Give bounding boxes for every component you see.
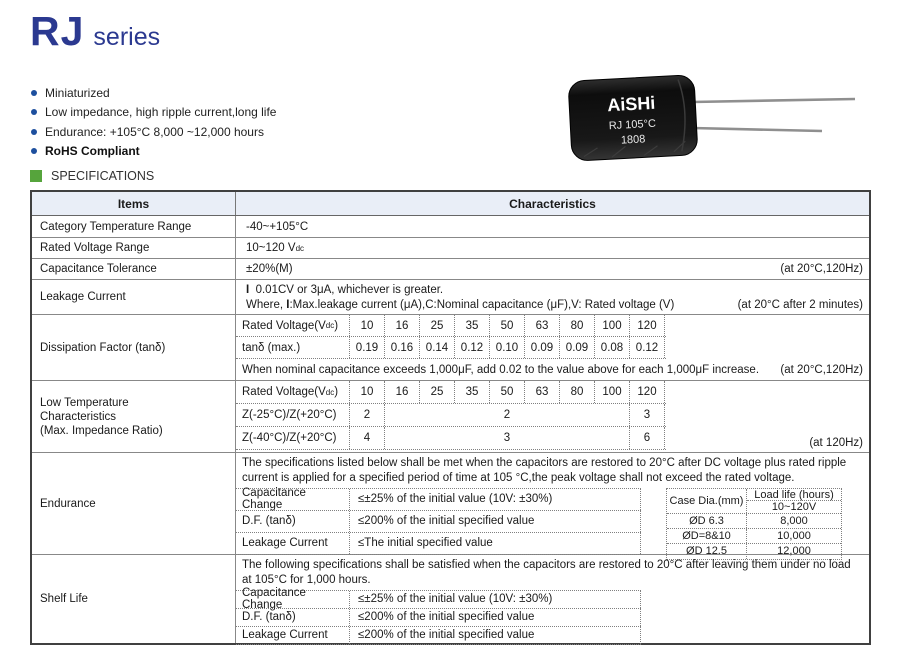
z25-value-16-100v: 2 bbox=[385, 404, 630, 426]
table-row bbox=[32, 280, 869, 315]
where-prefix: Where, bbox=[246, 299, 287, 311]
table-row bbox=[32, 238, 869, 259]
endurance-intro: The specifications listed below shall be met when the capacitors are restored to 20°C after DC voltage plus rated ripple current is applied for a specified period of time at 105 °C,the peak voltage shall not exceed the rated voltage. bbox=[242, 457, 847, 484]
where-symbol: I bbox=[286, 299, 290, 311]
bullet-icon bbox=[31, 129, 37, 135]
row-value bbox=[236, 238, 869, 258]
case-dia-value: ØD=8&10 bbox=[667, 529, 747, 543]
tan-delta-value: 0.12 bbox=[455, 337, 490, 358]
tan-delta-value: 0.10 bbox=[490, 337, 525, 358]
z40-label: Z(-40°C)/Z(+20°C) bbox=[236, 427, 350, 449]
voltage-header-cell: 25 bbox=[420, 381, 455, 403]
tan-delta-value: 0.09 bbox=[560, 337, 595, 358]
table-row bbox=[32, 216, 869, 238]
capacitor-datecode-text: 1808 bbox=[620, 133, 646, 147]
table-row bbox=[32, 555, 869, 643]
feature-item bbox=[31, 103, 276, 123]
row-label: Dissipation Factor (tanδ) bbox=[32, 315, 236, 380]
case-dia-value: ØD 6.3 bbox=[667, 514, 747, 528]
z25-value-120v: 3 bbox=[630, 404, 665, 426]
endurance-cell bbox=[236, 453, 869, 557]
row-value bbox=[236, 280, 869, 314]
leakage-where-line bbox=[246, 298, 863, 313]
table-header-characteristics: Characteristics bbox=[509, 196, 596, 211]
table-row bbox=[32, 381, 869, 453]
leakage-where-text bbox=[246, 298, 674, 313]
section-marker-icon bbox=[30, 170, 42, 182]
spec-row bbox=[236, 533, 641, 555]
spec-row bbox=[236, 609, 641, 627]
voltage-header-cell: 100 bbox=[595, 381, 630, 403]
low-temp-cell bbox=[236, 381, 869, 452]
tan-delta-value: 0.08 bbox=[595, 337, 630, 358]
voltage-header-cell: 80 bbox=[560, 315, 595, 336]
spec-row bbox=[236, 489, 641, 511]
bullet-icon bbox=[31, 109, 37, 115]
spec-value: ≤±25% of the initial value (10V: ±30%) bbox=[350, 489, 641, 510]
spec-name: Capacitance Change bbox=[236, 489, 350, 510]
case-dia-header: Case Dia.(mm) bbox=[667, 489, 747, 513]
capacitor-body bbox=[568, 75, 698, 161]
capacitor-product-image bbox=[552, 66, 897, 178]
load-life-table bbox=[666, 488, 842, 560]
test-condition: (at 120Hz) bbox=[809, 437, 863, 449]
voltage-header-cell: 25 bbox=[420, 315, 455, 336]
table-row bbox=[32, 315, 869, 381]
voltage-header-label bbox=[236, 315, 350, 336]
load-life-header-col bbox=[747, 489, 841, 513]
test-condition: (at 20°C,120Hz) bbox=[780, 363, 863, 376]
tan-delta-value: 0.12 bbox=[630, 337, 665, 358]
load-life-header bbox=[667, 489, 841, 514]
load-life-value: 8,000 bbox=[780, 514, 808, 527]
load-life-value: 10,000 bbox=[777, 529, 811, 542]
capacitor-series-text: RJ 105°C bbox=[608, 117, 657, 133]
voltage-header-cell: 120 bbox=[630, 381, 665, 403]
voltage-header-cell: 63 bbox=[525, 315, 560, 336]
row-label bbox=[32, 381, 236, 452]
series-code: RJ bbox=[30, 8, 85, 54]
z40-value-120v: 6 bbox=[630, 427, 665, 449]
row-label-line: Characteristics bbox=[40, 410, 117, 423]
spec-value: ≤±25% of the initial value (10V: ±30%) bbox=[350, 591, 641, 608]
capacitor-brand-text: AiSHi bbox=[606, 92, 656, 116]
voltage-header-cell: 35 bbox=[455, 315, 490, 336]
spec-name: Leakage Current bbox=[236, 533, 350, 554]
vdc-pre: Rated Voltage(V bbox=[242, 386, 326, 398]
row-label: Leakage Current bbox=[32, 280, 236, 314]
spec-row bbox=[236, 587, 641, 612]
row-value: -40~+105°C bbox=[246, 220, 309, 233]
endurance-spec-table bbox=[236, 488, 641, 555]
series-title bbox=[30, 8, 160, 55]
feature-list bbox=[31, 83, 276, 161]
shelf-life-spec-table bbox=[236, 587, 641, 645]
capacitor-lead-bottom bbox=[692, 128, 822, 131]
feature-item-rohs bbox=[31, 142, 276, 162]
row-label-line: (Max. Impedance Ratio) bbox=[40, 424, 163, 437]
row-label-line: Low Temperature bbox=[40, 396, 129, 409]
section-title: SPECIFICATIONS bbox=[51, 169, 155, 183]
spec-value: ≤200% of the initial specified value bbox=[350, 627, 641, 644]
table-row bbox=[32, 259, 869, 280]
dissipation-note-row bbox=[236, 359, 869, 380]
feature-item bbox=[31, 122, 276, 142]
z40-value-10v: 4 bbox=[350, 427, 385, 449]
load-life-header-line1: Load life (hours) bbox=[747, 489, 841, 501]
voltage-header-cell: 50 bbox=[490, 381, 525, 403]
spec-name: D.F. (tanδ) bbox=[236, 609, 350, 626]
series-word: series bbox=[93, 23, 161, 51]
vdc-subscript: dc bbox=[295, 243, 305, 253]
voltage-header-row bbox=[236, 381, 666, 404]
tan-delta-value: 0.19 bbox=[350, 337, 385, 358]
spec-table bbox=[30, 190, 871, 645]
voltage-header-cell: 120 bbox=[630, 315, 665, 336]
voltage-header-cell: 16 bbox=[385, 315, 420, 336]
voltage-header-cell: 50 bbox=[490, 315, 525, 336]
row-label: Capacitance Tolerance bbox=[32, 259, 236, 279]
specifications-heading bbox=[30, 169, 154, 183]
vdc-pre: Rated Voltage(V bbox=[242, 319, 326, 332]
test-condition: (at 20°C after 2 minutes) bbox=[737, 299, 863, 311]
spec-row bbox=[236, 627, 641, 645]
spec-name: Capacitance Change bbox=[236, 591, 350, 608]
z40-value-16-100v: 3 bbox=[385, 427, 630, 449]
voltage-header-cell: 63 bbox=[525, 381, 560, 403]
case-dia-value: ØD 12.5 bbox=[667, 544, 747, 559]
voltage-header-cell: 10 bbox=[350, 315, 385, 336]
table-row bbox=[32, 453, 869, 555]
tan-delta-value: 0.16 bbox=[385, 337, 420, 358]
table-header-items: Items bbox=[32, 192, 236, 215]
leakage-formula bbox=[246, 283, 863, 298]
tan-delta-label: tanδ (max.) bbox=[236, 337, 350, 358]
load-life-value: 12,000 bbox=[777, 544, 811, 557]
capacitor-illustration bbox=[552, 66, 897, 178]
row-label: Rated Voltage Range bbox=[32, 238, 236, 258]
vdc-sub: dc bbox=[325, 387, 335, 397]
vdc-post: ) bbox=[334, 386, 339, 398]
feature-text: Miniaturized bbox=[45, 85, 110, 100]
voltage-header-cell: 16 bbox=[385, 381, 420, 403]
voltage-header-cell: 10 bbox=[350, 381, 385, 403]
impedance-ratio-table bbox=[236, 381, 666, 450]
voltage-header-cell: 100 bbox=[595, 315, 630, 336]
leakage-formula-text: 0.01CV or 3μA, whichever is greater. bbox=[255, 284, 444, 296]
dissipation-note: When nominal capacitance exceeds 1,000μF, add 0.02 to the value above for each 1,000μF increase. bbox=[242, 363, 760, 376]
z25-row bbox=[236, 404, 666, 427]
z25-value-10v: 2 bbox=[350, 404, 385, 426]
dissipation-cell bbox=[236, 315, 869, 380]
tan-delta-value: 0.14 bbox=[420, 337, 455, 358]
spec-name: D.F. (tanδ) bbox=[236, 511, 350, 532]
vdc-post: ) bbox=[334, 319, 339, 332]
row-label: Shelf Life bbox=[32, 555, 236, 643]
feature-text: RoHS Compliant bbox=[45, 144, 140, 159]
capacitor-lead-top bbox=[692, 99, 855, 102]
tan-delta-row bbox=[236, 337, 666, 359]
z25-label: Z(-25°C)/Z(+20°C) bbox=[236, 404, 350, 426]
voltage-header-row bbox=[236, 315, 666, 337]
endurance-body bbox=[236, 488, 869, 560]
feature-item bbox=[31, 83, 276, 103]
load-life-row bbox=[667, 514, 841, 529]
spec-value: ≤200% of the initial specified value bbox=[350, 511, 641, 532]
spec-value: ≤200% of the initial specified value bbox=[350, 609, 641, 626]
shelf-life-intro: The following specifications shall be satisfied when the capacitors are restored to 20°C after leaving them under no load at 105°C for 1,000 hours. bbox=[242, 559, 851, 586]
voltage-header-cell: 80 bbox=[560, 381, 595, 403]
row-label: Category Temperature Range bbox=[32, 216, 236, 237]
shelf-life-cell bbox=[236, 555, 869, 643]
spec-row bbox=[236, 511, 641, 533]
feature-text: Low impedance, high ripple current,long life bbox=[45, 105, 277, 120]
tolerance-value: ±20%(M) bbox=[246, 263, 293, 275]
rated-voltage-value: 10~120 V bbox=[246, 242, 296, 254]
z40-row bbox=[236, 427, 666, 450]
row-label: Endurance bbox=[32, 453, 236, 554]
vdc-sub: dc bbox=[325, 321, 335, 330]
bullet-icon bbox=[31, 90, 37, 96]
voltage-header-cell: 35 bbox=[455, 381, 490, 403]
test-condition: (at 20°C,120Hz) bbox=[780, 263, 863, 275]
dissipation-table bbox=[236, 315, 666, 359]
spec-value: ≤The initial specified value bbox=[350, 533, 641, 554]
leakage-symbol: I bbox=[246, 284, 250, 296]
voltage-header-label bbox=[236, 381, 350, 403]
where-rest: :Max.leakage current (μA),C:Nominal capacitance (μF),V: Rated voltage (V) bbox=[289, 299, 675, 311]
spec-name: Leakage Current bbox=[236, 627, 350, 644]
tan-delta-value: 0.09 bbox=[525, 337, 560, 358]
load-life-header-line2: 10~120V bbox=[771, 500, 817, 513]
bullet-icon bbox=[31, 148, 37, 154]
load-life-row bbox=[667, 529, 841, 544]
table-header-row bbox=[32, 192, 869, 216]
feature-text: Endurance: +105°C 8,000 ~12,000 hours bbox=[45, 124, 264, 139]
row-value bbox=[236, 259, 869, 279]
